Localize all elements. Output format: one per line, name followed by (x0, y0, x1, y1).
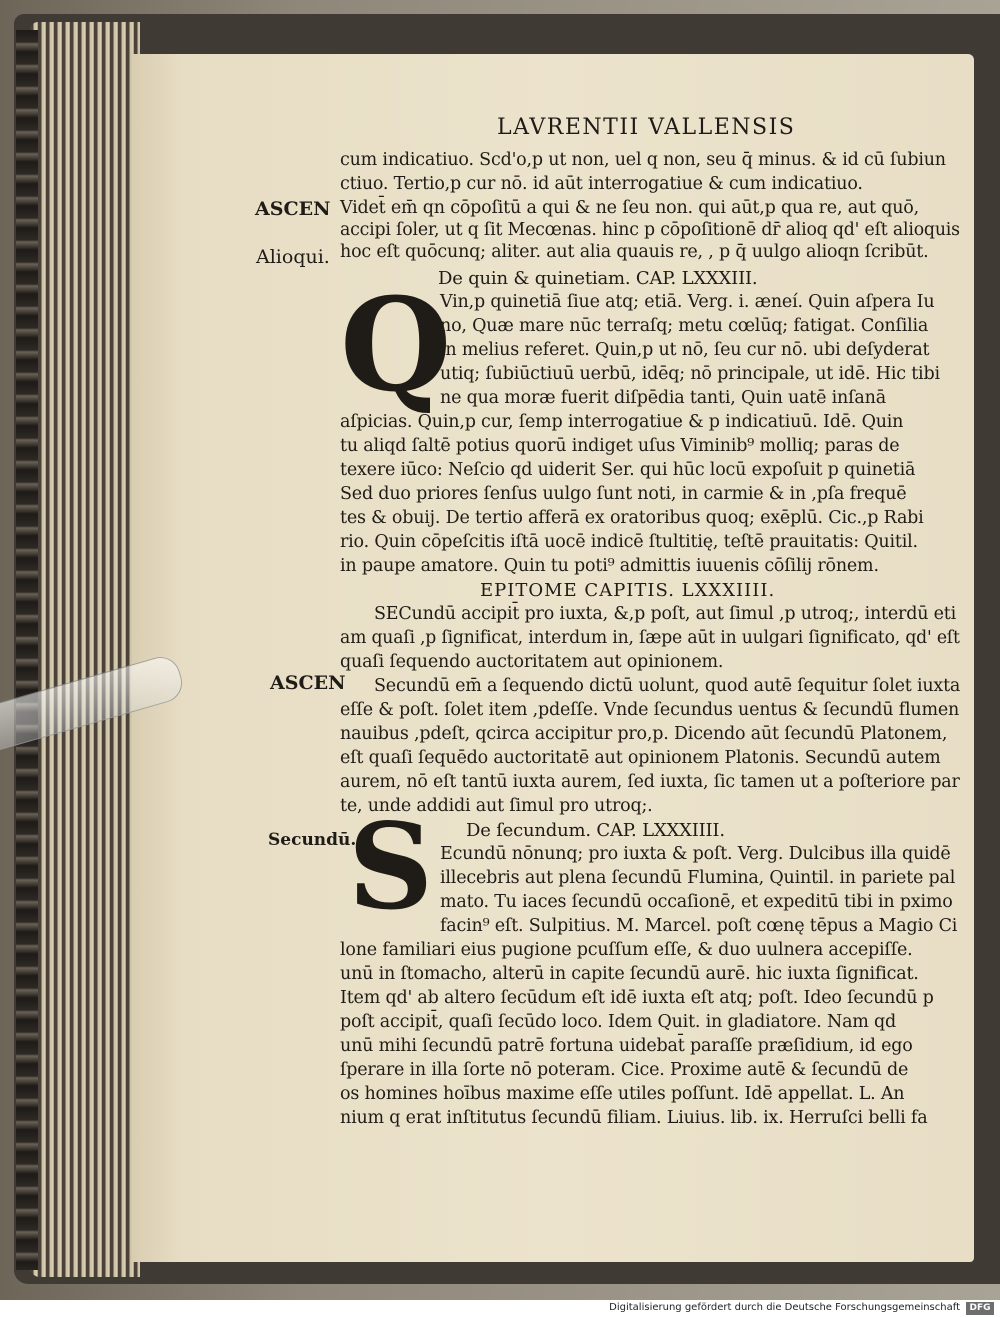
text-line: facin⁹ eſt. Sulpitius. M. Marcel. poſt cœnę tēpus a Magio Ci (440, 916, 958, 936)
text-line: eſſe & poſt. ſolet item ,pdeſſe. Vnde ſecundus uentus & ſecundū flumen (340, 700, 960, 720)
text-line: accipi ſoler, ut q ſit Mecœnas. hinc p cōpoſitionē dr̄ alioq qd' eſt alioquis (340, 220, 960, 240)
text-line: SECundū accipit̄ pro iuxta, &,p poſt, aut ſimul ,p utroq;, interdū eti (374, 604, 957, 624)
text-line: ne qua moræ fuerit diſpēdia tanti, Quin uatē inſanā (440, 388, 886, 408)
text-line: am quaſi ,p ſignificat, interdum in, ſæpe aūt in uulgari ſignificato, qd' eſt (340, 628, 960, 648)
text-line: texere iūco: Neſcio qd uiderit Ser. qui hūc locū expoſuit p quinetiā (340, 460, 916, 480)
text-line: Item qd' ab altero ſecūdum eſt idē iuxta eſt atq; poſt. Ideo ſecundū p (340, 988, 934, 1008)
page-edges (30, 22, 140, 1277)
text-line: utiq; ſubiūctiuū uerbū, idēq; nō principale, ut idē. Hic tibi (440, 364, 940, 384)
text-line: ſperare in illa ſorte nō poteram. Cice. Proxime autē & ſecundū de (340, 1060, 909, 1080)
text-line: Sed duo priores ſenſus uulgo ſunt noti, in carmie & in ,pſa frequē (340, 484, 907, 504)
footer-bar (0, 1300, 1000, 1318)
text-line: cum indicatiuo. Scd'o,p ut non, uel q non, seu q̄ minus. & id cū ſubiun (340, 150, 946, 170)
initial-letter-q: Q (340, 271, 452, 421)
text-line: aurem, nō eſt tantū iuxta aurem, ſed iuxta, ſic tamen ut a poſteriore par (340, 772, 960, 792)
chapter-heading: De quin & quinetiam. CAP. LXXXIII. (438, 268, 758, 289)
running-head: LAVRENTII VALLENSIS (497, 115, 796, 140)
text-line: in paupe amatore. Quin tu poti⁹ admittis iuuenis cōſilij rōnem. (340, 556, 879, 576)
footer-credit: Digitalisierung gefördert durch die Deutsche Forschungsgemeinschaft (609, 1302, 960, 1313)
text-line: illecebris aut plena ſecundū Flumina, Quintil. in pariete pal (440, 868, 956, 888)
text-line: quaſi ſequendo auctoritatem aut opinionem. (340, 652, 724, 672)
text-line: Videt̄ em̄ qn cōpoſitū a qui & ne ſeu non. qui aūt,p qua re, aut quō, (340, 198, 919, 218)
text-line: rio. Quin cōpeſcitis iſtā uocē indicē ſtultitię, teſtē prauitatis: Quitil. (340, 532, 918, 552)
text-line: te, unde addidi aut ſimul pro utroq;. (340, 796, 653, 816)
dfg-logo-icon: DFG (966, 1302, 994, 1315)
text-line: hoc eſt quōcunq; aliter. aut alia quauis re, , p q̄ uulgo alioqn ſcribūt. (340, 242, 929, 262)
text-line: ctiuo. Tertio,p cur nō. id aūt interrogatiue & cum indicatiuo. (340, 174, 863, 194)
text-line: os homines hoībus maxime eſſe utiles poſſunt. Idē appellat. L. An (340, 1084, 905, 1104)
text-line: nium q erat inſtitutus ſecundū filiam. Liuius. lib. ix. Herruſci belli fa (340, 1108, 928, 1128)
text-line: Vin,p quinetiā ſiue atq; etiā. Verg. i. æneí. Quin aſpera Iu (440, 292, 935, 312)
text-line: tu aliqd ſaltē potius quorū indiget uſus Viminib⁹ molliq; paras de (340, 436, 900, 456)
text-line: Ecundū nōnunq; pro iuxta & poſt. Verg. Dulcibus illa quidē (440, 844, 951, 864)
margin-note: ASCEN (255, 198, 331, 220)
section-heading: EPITOME CAPITIS. LXXXIIII. (480, 580, 776, 601)
text-line: in melius referet. Quin,p ut nō, ſeu cur nō. ubi deſyderat (440, 340, 930, 360)
margin-note: Secundū. (268, 830, 357, 850)
text-line: unū mihi ſecundū patrē fortuna uidebat̄ paraſſe præſidium, id ego (340, 1036, 913, 1056)
text-line: poſt accipit̄, quaſi ſecūdo loco. Idem Quit. in gladiatore. Nam qd (340, 1012, 897, 1032)
text-line: no, Quæ mare nūc terraſq; metu cœlūq; fatigat. Conſilia (440, 316, 929, 336)
text-line: Secundū em̄ a ſequendo dictū uolunt, quod autē ſequitur ſolet iuxta (374, 676, 961, 696)
book-spine (16, 30, 38, 1270)
text-line: aſpicias. Quin,p cur, ſemp interrogatiue & p indicatiuū. Idē. Quin (340, 412, 904, 432)
initial-letter-s: S (348, 797, 434, 936)
text-line: unū in ſtomacho, alterū in capite ſecundū aurē. hic iuxta ſignificat. (340, 964, 919, 984)
chapter-heading: De ſecundum. CAP. LXXXIIII. (466, 820, 725, 841)
margin-note: Alioqui. (256, 246, 330, 268)
text-line: eſt quaſi ſequēdo auctoritatē aut opinionem Platonis. Secundū autem (340, 748, 941, 768)
text-line: tes & obuij. De tertio afferā ex oratoribus quoq; exēplū. Cic.,p Rabi (340, 508, 924, 528)
text-line: nauibus ,pdeſt, qcirca accipitur pro,p. Dicendo aūt ſecundū Platonem, (340, 724, 948, 744)
text-line: lone familiari eius pugione pcuſſum eſſe, & duo uulnera accepiſſe. (340, 940, 913, 960)
margin-note: ASCEN (270, 672, 346, 694)
text-line: mato. Tu iaces ſecundū occaſionē, et expeditū tibi in pximo (440, 892, 953, 912)
